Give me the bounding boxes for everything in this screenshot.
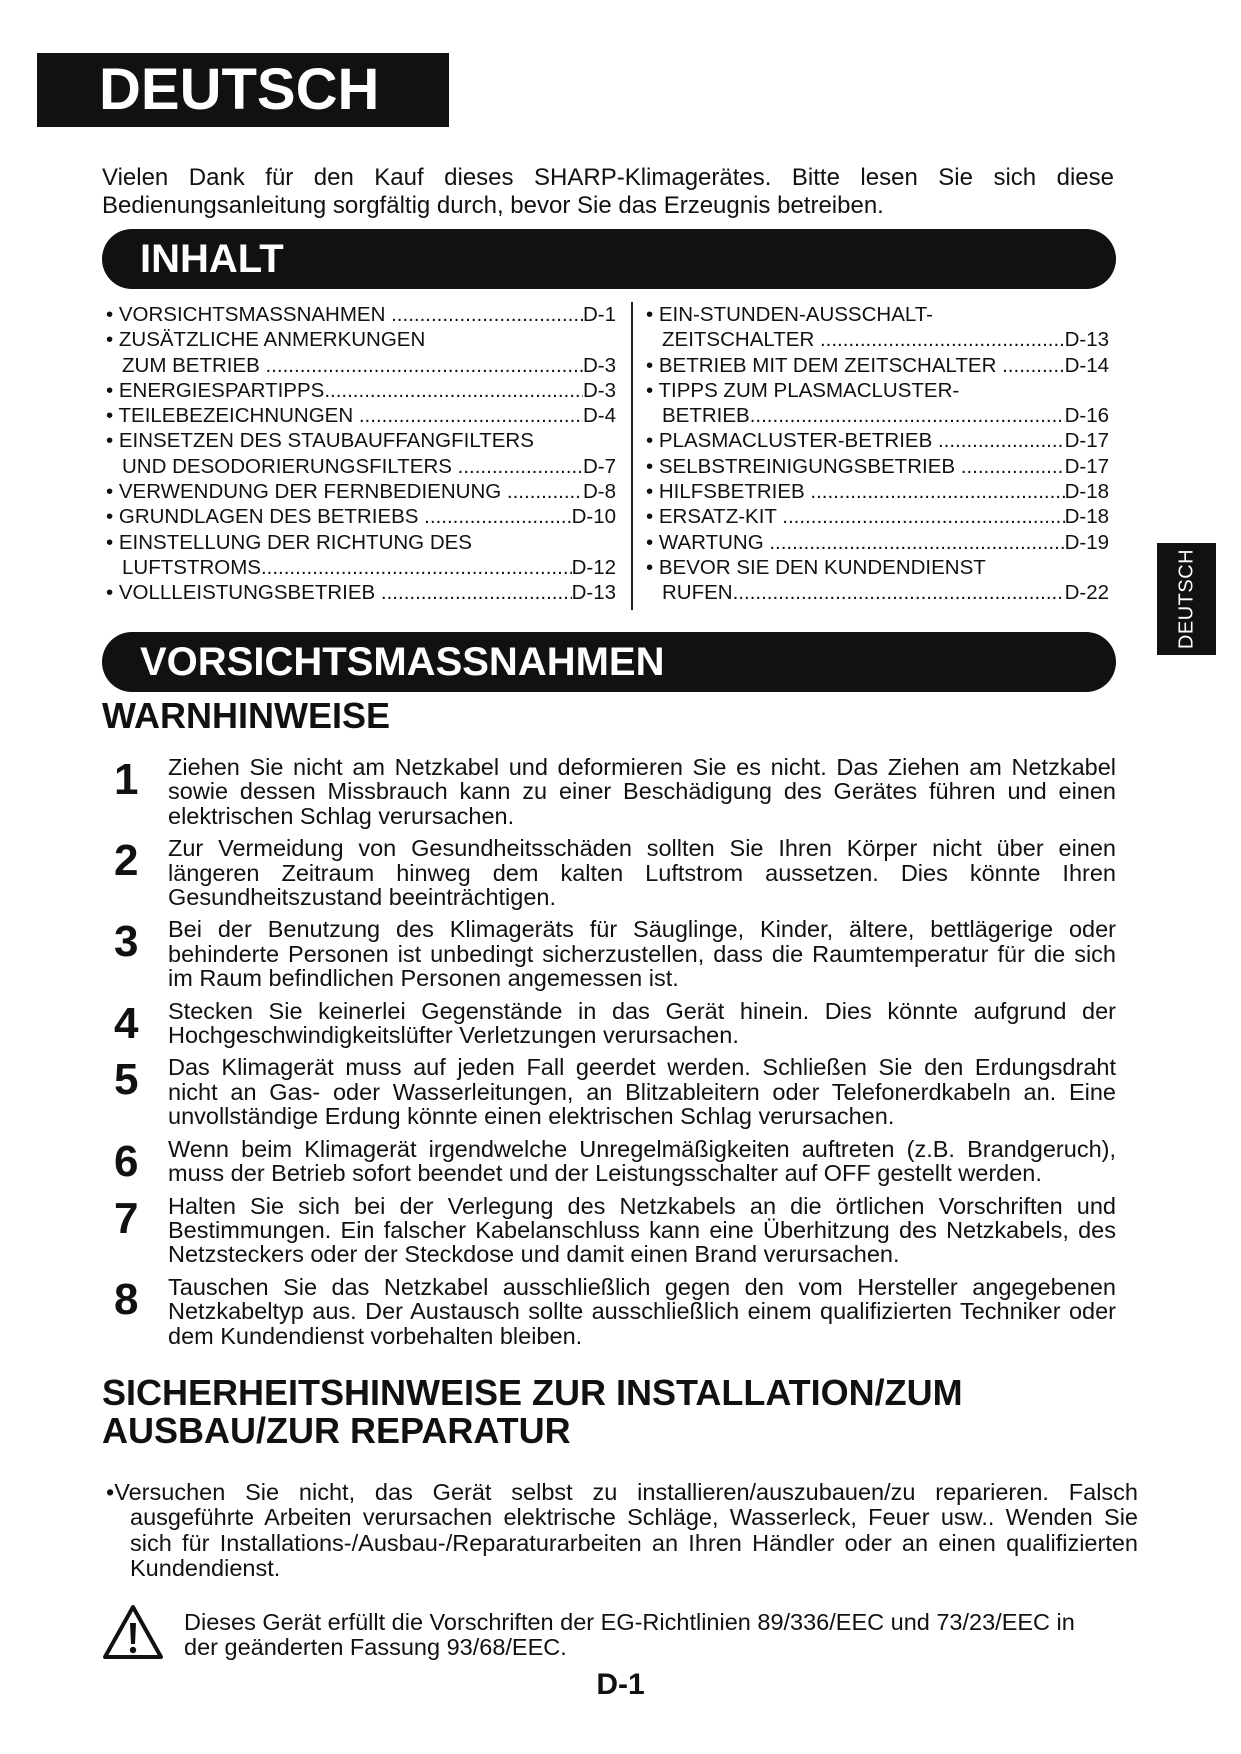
toc-entry-line	[646, 479, 1109, 504]
toc-entry-line	[106, 530, 616, 555]
toc-entry-title: • EIN-STUNDEN-AUSSCHALT-	[646, 303, 933, 326]
toc-page-number: D-3	[582, 378, 616, 402]
toc-entry	[646, 378, 1109, 429]
warning-number: 7	[114, 1193, 139, 1243]
toc-entry-title: • ENERGIESPARTIPPS	[106, 378, 325, 402]
toc-entry-line	[646, 428, 1109, 453]
warning-text: Bei der Benutzung des Klimageräts für Säuglinge, Kinder, ältere, bettlägerige oder behinderte Personen ist unbedingt sicherzustellen, dass die Raumtemperatur für die sich im Raum befindlichen Personen angemessen ist.	[168, 916, 1116, 992]
toc-leader-dots	[261, 555, 572, 580]
toc-entry-line	[106, 378, 616, 403]
toc-entry-title: ZEITSCHALTER	[662, 328, 820, 352]
toc-page-number: D-7	[582, 454, 616, 478]
toc-leader-dots	[820, 327, 1065, 352]
warning-number: 5	[114, 1055, 139, 1105]
safety-title-line-2: AUSBAU/ZUR REPARATUR	[102, 1410, 571, 1451]
toc-leader-dots	[324, 378, 583, 403]
toc-leader-dots	[359, 403, 583, 428]
toc-leader-dots	[391, 302, 583, 327]
toc-leader-dots	[769, 530, 1064, 555]
toc-entry-line	[646, 454, 1109, 479]
language-banner: DEUTSCH	[37, 53, 449, 127]
toc-entry-title: • EINSTELLUNG DER RICHTUNG DES	[106, 530, 472, 554]
toc-entry-line	[106, 428, 616, 453]
toc-entry	[646, 353, 1109, 378]
toc-entry-line	[106, 555, 616, 580]
toc-entry	[646, 530, 1109, 555]
toc-page-number: D-22	[1064, 581, 1109, 605]
toc-page-number: D-13	[571, 581, 616, 605]
toc-page-number: D-3	[582, 353, 616, 377]
toc-entry-title: • ZUSÄTZLICHE ANMERKUNGEN	[106, 328, 426, 352]
toc-entry-line	[106, 353, 616, 378]
safety-title-line-1: SICHERHEITSHINWEISE ZUR INSTALLATION/ZUM	[102, 1372, 963, 1413]
toc-leader-dots	[507, 479, 583, 504]
toc-page-number: D-17	[1064, 454, 1109, 478]
toc-entry-title: • WARTUNG	[646, 530, 770, 554]
warning-text: Wenn beim Klimagerät irgendwelche Unregelmäßigkeiten auftreten (z.B. Brandgeruch), muss der Betrieb sofort beendet und der Leistungsschalter auf OFF gestellt werden.	[168, 1135, 1116, 1187]
toc-leader-dots	[424, 504, 571, 529]
warning-number: 4	[114, 998, 139, 1048]
toc-entry-title: • BEVOR SIE DEN KUNDENDIENST	[646, 555, 986, 579]
toc-entry-line	[106, 504, 616, 529]
toc-entry-line	[646, 504, 1109, 529]
toc-entry-title: LUFTSTROMS	[122, 555, 261, 579]
toc-leader-dots	[961, 454, 1065, 479]
toc-leader-dots	[810, 479, 1064, 504]
warning-text: Das Klimagerät muss auf jeden Fall geerdet werden. Schließen Sie den Erdungsdraht nicht an Gas- oder Wasserleitungen, an Blitzableitern oder Telefonerdkabeln an. Eine unvollständige Erdung könnte einen elektrischen Schlag verursachen.	[168, 1054, 1116, 1130]
toc-entry	[106, 530, 616, 581]
toc-page-number: D-10	[571, 505, 616, 529]
toc-entry-line	[646, 302, 1109, 327]
toc-entry-line	[106, 327, 616, 352]
warning-triangle-icon	[102, 1604, 164, 1660]
toc-entry	[106, 403, 616, 428]
toc-entry-line	[106, 403, 616, 428]
toc-entry	[106, 302, 616, 327]
toc-page-number: D-17	[1064, 429, 1109, 453]
warning-item	[102, 836, 1116, 909]
toc-page-number: D-18	[1064, 505, 1109, 529]
toc-entry	[106, 479, 616, 504]
toc-page-number: D-18	[1064, 480, 1109, 504]
toc-entry-title: UND DESODORIERUNGSFILTERS	[122, 454, 458, 478]
toc-entry-line	[106, 302, 616, 327]
toc-leader-dots	[1002, 353, 1064, 378]
warning-item	[102, 917, 1116, 990]
toc-left-column	[106, 302, 616, 606]
toc-entry	[106, 327, 616, 378]
toc-entry	[646, 428, 1109, 453]
toc-entry-line	[646, 378, 1109, 403]
warnings-title: WARNHINWEISE	[102, 695, 390, 736]
side-tab-label: DEUTSCH	[1175, 548, 1197, 650]
intro-text: Vielen Dank für den Kauf dieses SHARP-Klimagerätes. Bitte lesen Sie sich diese Bedienungsanleitung sorgfältig durch, bevor Sie das Erzeugnis betreiben.	[102, 164, 1114, 219]
toc-entry-title: • TIPPS ZUM PLASMACLUSTER-	[646, 378, 960, 402]
warning-number: 1	[114, 755, 139, 804]
toc-entry-line	[646, 403, 1109, 428]
toc-leader-dots	[750, 403, 1065, 428]
warning-item	[102, 999, 1116, 1048]
toc-page-number: D-1	[582, 303, 616, 326]
toc-entry-title: • TEILEBEZEICHNUNGEN	[106, 404, 359, 428]
toc-leader-dots	[266, 353, 583, 378]
toc-entry-title: • GRUNDLAGEN DES BETRIEBS	[106, 505, 425, 529]
toc-entry-title: • BETRIEB MIT DEM ZEITSCHALTER	[646, 353, 1003, 377]
toc-entry-title: RUFEN	[662, 581, 733, 605]
toc-entry-title: • VOLLLEISTUNGSBETRIEB	[106, 581, 381, 605]
toc-leader-dots	[458, 454, 583, 479]
warning-item	[102, 1055, 1116, 1128]
warnings-list	[102, 755, 1116, 1348]
toc-entry-line	[646, 353, 1109, 378]
toc-page-number: D-16	[1064, 404, 1109, 428]
toc-entry	[646, 479, 1109, 504]
warning-text: Ziehen Sie nicht am Netzkabel und deformieren Sie es nicht. Das Ziehen am Netzkabel sowie dessen Missbrauch kann zu einer Beschädigung des Gerätes führen und einen elektrischen Schlag verursachen.	[168, 754, 1116, 829]
toc-entry	[106, 504, 616, 529]
toc-leader-dots	[938, 428, 1065, 453]
warning-number: 3	[114, 917, 139, 967]
toc-entry-title: • VORSICHTSMASSNAHMEN	[106, 303, 392, 326]
toc-page-number: D-8	[582, 480, 616, 504]
toc-right-column	[646, 302, 1109, 606]
toc-entry-title: • HILFSBETRIEB	[646, 480, 811, 504]
warning-item	[102, 1275, 1116, 1348]
toc-page-number: D-12	[571, 555, 616, 579]
toc-entry	[106, 378, 616, 403]
warning-item	[102, 1137, 1116, 1186]
toc-leader-dots	[381, 580, 572, 605]
toc-entry-line	[106, 580, 616, 605]
toc-page-number: D-14	[1064, 353, 1109, 377]
contents-heading: INHALT	[102, 229, 1116, 289]
toc-entry-line	[106, 479, 616, 504]
toc-entry	[646, 302, 1109, 353]
toc-entry-title: • VERWENDUNG DER FERNBEDIENUNG	[106, 480, 507, 504]
safety-bullet: •Versuchen Sie nicht, das Gerät selbst zu installieren/auszubauen/zu reparieren. Falsch ausgeführte Arbeiten verursachen elektrische Schläge, Wasserleck, Feuer usw.. Wenden Sie sich für Installations-/Ausbau-/Reparaturarbeiten an Ihren Händler oder an einen qualifizierten Kundendienst.	[106, 1479, 1138, 1581]
toc-leader-dots	[733, 580, 1065, 605]
warning-number: 8	[114, 1274, 139, 1324]
warning-text: Zur Vermeidung von Gesundheitsschäden sollten Sie Ihren Körper nicht über einen längeren Zeitraum hinweg dem kalten Luftstrom aussetzen. Dies könnte Ihren Gesundheitszustand beeinträchtigen.	[168, 835, 1116, 911]
toc-entry-line	[646, 580, 1109, 605]
toc-leader-dots	[782, 504, 1064, 529]
toc-entry	[646, 454, 1109, 479]
toc-entry-line	[646, 530, 1109, 555]
warning-text: Halten Sie sich bei der Verlegung des Netzkabels an die örtlichen Vorschriften und Bestimmungen. Ein falscher Kabelanschluss kann eine Überhitzung des Netzkabels, des Netzsteckers oder der Steckdose und damit einen Brand verursachen.	[168, 1192, 1116, 1268]
toc-page-number: D-13	[1064, 328, 1109, 352]
safety-title	[102, 1374, 963, 1450]
toc-divider	[631, 302, 633, 610]
eec-compliance-notice: Dieses Gerät erfüllt die Vorschriften der EG-Richtlinien 89/336/EEC und 73/23/EEC in der geänderten Fassung 93/68/EEC.	[184, 1609, 1075, 1661]
warning-text: Tauschen Sie das Netzkabel ausschließlich gegen den vom Hersteller angegebenen Netzkabeltyp aus. Der Austausch sollte ausschließlich einem qualifizierten Techniker oder dem Kundendienst vorbehalten bleiben.	[168, 1273, 1116, 1349]
toc-entry	[106, 580, 616, 605]
warning-item	[102, 755, 1116, 828]
toc-entry-title: ZUM BETRIEB	[122, 353, 266, 377]
toc-entry-title: • SELBSTREINIGUNGSBETRIEB	[646, 454, 961, 478]
warning-item	[102, 1194, 1116, 1267]
toc-entry	[106, 428, 616, 479]
toc-entry-title: BETRIEB	[662, 404, 750, 428]
precautions-heading: VORSICHTSMASSNAHMEN	[102, 632, 1116, 692]
toc-page-number: D-19	[1064, 530, 1109, 554]
warning-number: 2	[114, 836, 139, 886]
toc-entry-title: • ERSATZ-KIT	[646, 505, 783, 529]
warning-text: Stecken Sie keinerlei Gegenstände in das Gerät hinein. Dies könnte aufgrund der Hochgeschwindigkeitslüfter Verletzungen verursachen.	[168, 997, 1116, 1049]
toc-entry	[646, 504, 1109, 529]
toc-entry-title: • EINSETZEN DES STAUBAUFFANGFILTERS	[106, 429, 534, 453]
warning-number: 6	[114, 1136, 139, 1186]
toc-entry-title: • PLASMACLUSTER-BETRIEB	[646, 429, 938, 453]
toc-entry	[646, 555, 1109, 606]
language-side-tab	[1157, 543, 1216, 655]
toc-entry-line	[646, 555, 1109, 580]
toc-entry-line	[646, 327, 1109, 352]
toc-entry-line	[106, 454, 616, 479]
toc-page-number: D-4	[582, 404, 616, 428]
page-number: D-1	[596, 1668, 645, 1701]
